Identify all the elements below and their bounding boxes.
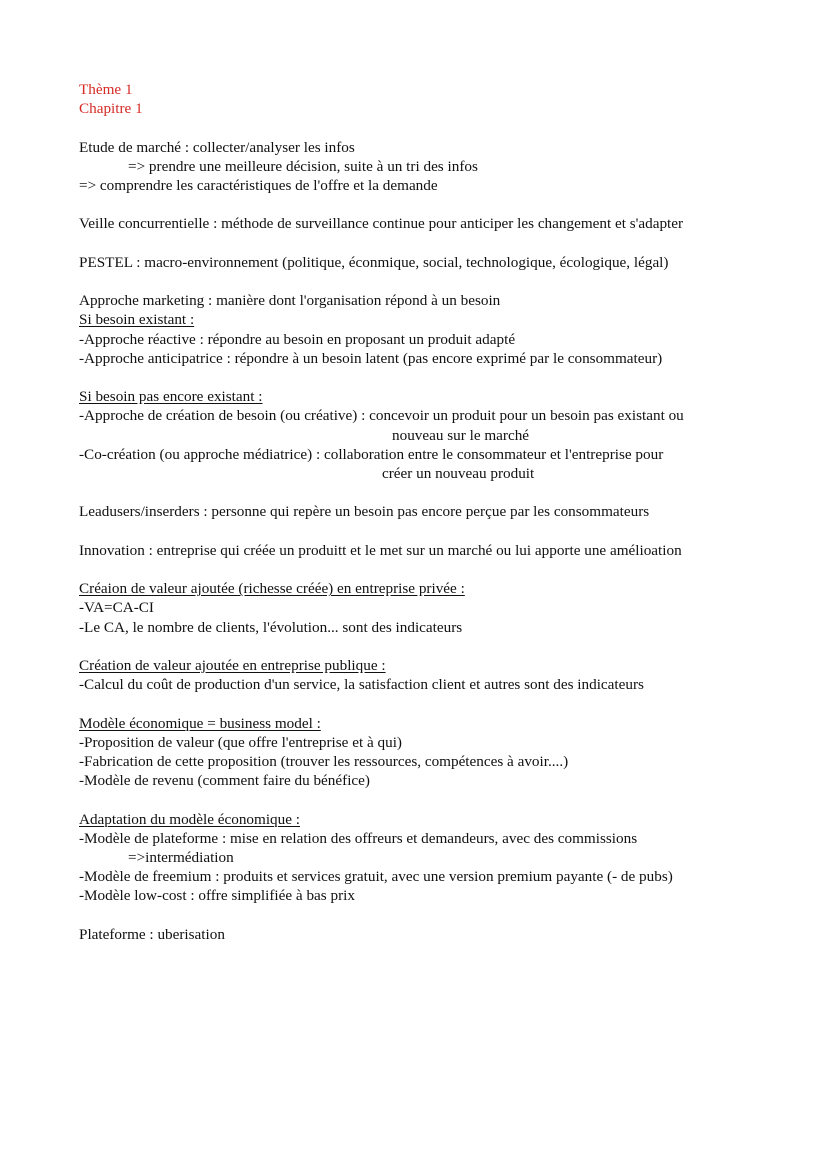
- approche-reactive: -Approche réactive : répondre au besoin en proposant un produit adapté: [79, 330, 516, 348]
- leadusers-definition: Leadusers/inserders : personne qui repère un besoin pas encore perçue par les consommateurs: [79, 503, 650, 521]
- approche-intro: Approche marketing : manière dont l'organisation répond à un besoin: [79, 292, 501, 310]
- adaptation-heading: Adaptation du modèle économique :: [79, 810, 301, 828]
- adaptation-intermediation: =>intermédiation: [128, 848, 234, 866]
- spacer: [79, 560, 799, 579]
- spacer: [79, 906, 799, 925]
- etude-definition: Etude de marché : collecter/analyser les infos: [79, 138, 355, 156]
- cocreation-line-1: -Co-création (ou approche médiatrice) : collaboration entre le consommateur et l'entreprise pour: [79, 445, 664, 463]
- modele-item-3: -Modèle de revenu (comment faire du bénéfice): [79, 772, 370, 790]
- spacer: [79, 483, 799, 502]
- plateforme-note: Plateforme : uberisation: [79, 925, 225, 943]
- etude-point-2: => comprendre les caractéristiques de l'offre et la demande: [79, 177, 438, 194]
- valeur-publique-item-1: -Calcul du coût de production d'un service, la satisfaction client et autres sont des indicateurs: [79, 676, 644, 694]
- approche-anticipatrice: -Approche anticipatrice : répondre à un besoin latent (pas encore exprimé par le consommateur): [79, 349, 663, 367]
- valeur-privee-item-1: -VA=CA-CI: [79, 599, 154, 617]
- adaptation-lowcost: -Modèle low-cost : offre simplifiée à bas prix: [79, 887, 355, 905]
- valeur-privee-item-2: -Le CA, le nombre de clients, l'évolution... sont des indicateurs: [79, 618, 463, 636]
- spacer: [79, 234, 799, 253]
- spacer: [79, 368, 799, 387]
- etude-point-1: => prendre une meilleure décision, suite à un tri des infos: [128, 157, 478, 175]
- theme-title: Thème 1: [79, 81, 133, 98]
- spacer: [79, 118, 799, 137]
- spacer: [79, 637, 799, 656]
- adaptation-freemium: -Modèle de freemium : produits et services gratuit, avec une version premium payante (- de pubs): [79, 868, 673, 886]
- modele-item-1: -Proposition de valeur (que offre l'entreprise et à qui): [79, 733, 402, 751]
- spacer: [79, 272, 799, 291]
- modele-item-2: -Fabrication de cette proposition (trouver les ressources, compétences à avoir....): [79, 752, 569, 770]
- besoin-existant-heading: Si besoin existant :: [79, 311, 195, 329]
- approche-creation-line-2: nouveau sur le marché: [392, 426, 530, 444]
- spacer: [79, 195, 799, 214]
- chapter-title: Chapitre 1: [79, 100, 143, 118]
- document-page: [79, 80, 799, 944]
- spacer: [79, 694, 799, 713]
- besoin-non-existant-heading: Si besoin pas encore existant :: [79, 388, 263, 406]
- valeur-privee-heading: Créaion de valeur ajoutée (richesse créée) en entreprise privée :: [79, 580, 465, 598]
- modele-heading: Modèle économique = business model :: [79, 714, 321, 732]
- veille-definition: Veille concurrentielle : méthode de surveillance continue pour anticiper les changement et s'adapter: [79, 215, 684, 233]
- spacer: [79, 522, 799, 541]
- pestel-definition: PESTEL : macro-environnement (politique, éconmique, social, technologique, écologique, légal): [79, 253, 669, 271]
- cocreation-line-2: créer un nouveau produit: [382, 464, 535, 482]
- innovation-definition: Innovation : entreprise qui créée un produitt et le met sur un marché ou lui apporte une amélioation: [79, 541, 682, 559]
- valeur-publique-heading: Création de valeur ajoutée en entreprise publique :: [79, 656, 386, 674]
- adaptation-plateforme: -Modèle de plateforme : mise en relation des offreurs et demandeurs, avec des commissions: [79, 829, 638, 847]
- approche-creation-line-1: -Approche de création de besoin (ou créative) : concevoir un produit pour un besoin pas existant ou: [79, 407, 684, 425]
- spacer: [79, 790, 799, 809]
